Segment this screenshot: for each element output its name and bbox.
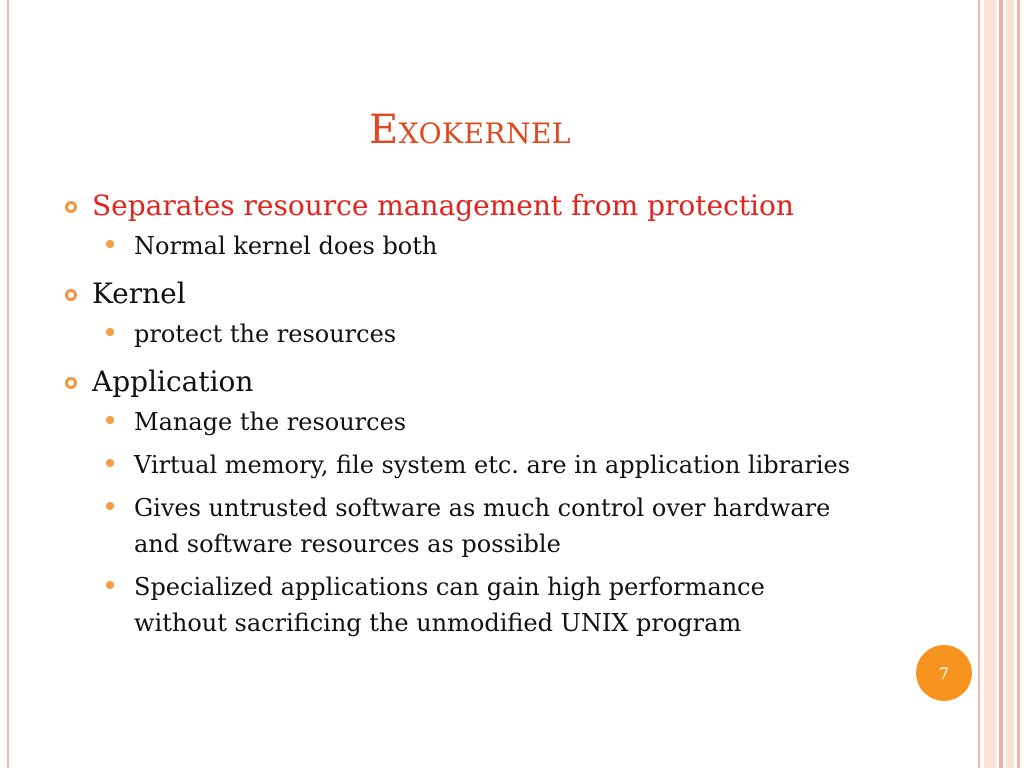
- bullet-text: Separates resource management from protection: [92, 189, 794, 222]
- dot-bullet-icon: [104, 316, 134, 348]
- dot-bullet-icon: [104, 404, 134, 436]
- dot-bullet-icon: [104, 490, 134, 522]
- sub-bullet-text: Normal kernel does both: [134, 232, 438, 260]
- bullet-text: Application: [92, 365, 254, 398]
- bullet-list: [62, 186, 882, 648]
- sub-bullet-text: Virtual memory, file system etc. are in application libraries: [134, 451, 851, 479]
- dot-bullet-icon: [104, 569, 134, 601]
- stripe: [999, 0, 1003, 768]
- page-number-badge: 7: [916, 645, 972, 701]
- sub-bullet-item: [104, 569, 882, 641]
- stripe: [978, 0, 980, 768]
- bullet-text: Kernel: [92, 277, 186, 310]
- sub-bullet-text: Manage the resources: [134, 408, 407, 436]
- sub-bullet-item: [104, 447, 882, 483]
- dot-bullet-icon: [104, 228, 134, 260]
- left-frame-line: [7, 0, 9, 768]
- sub-bullet-item: [104, 316, 882, 352]
- sub-bullet-text: Specialized applications can gain high performance without sacrificing the unmodified UNIX program: [134, 573, 765, 637]
- sub-bullet-item: [104, 490, 882, 562]
- right-decorative-stripes: [976, 0, 1024, 768]
- dot-bullet-icon: [104, 447, 134, 479]
- bullet-item: [62, 186, 882, 226]
- slide-title: Exokernel: [368, 107, 572, 153]
- sub-bullet-text: Gives untrusted software as much control over hardware and software resources as possible: [134, 494, 831, 558]
- ring-bullet-icon: [62, 274, 92, 314]
- sub-bullet-text: protect the resources: [134, 320, 397, 348]
- ring-bullet-icon: [62, 362, 92, 402]
- sub-bullet-item: [104, 404, 882, 440]
- sub-bullet-item: [104, 228, 882, 264]
- bullet-item: [62, 274, 882, 314]
- ring-bullet-icon: [62, 186, 92, 226]
- stripe: [1017, 0, 1020, 768]
- stripe: [1006, 0, 1014, 768]
- bullet-item: [62, 362, 882, 402]
- stripe: [984, 0, 996, 768]
